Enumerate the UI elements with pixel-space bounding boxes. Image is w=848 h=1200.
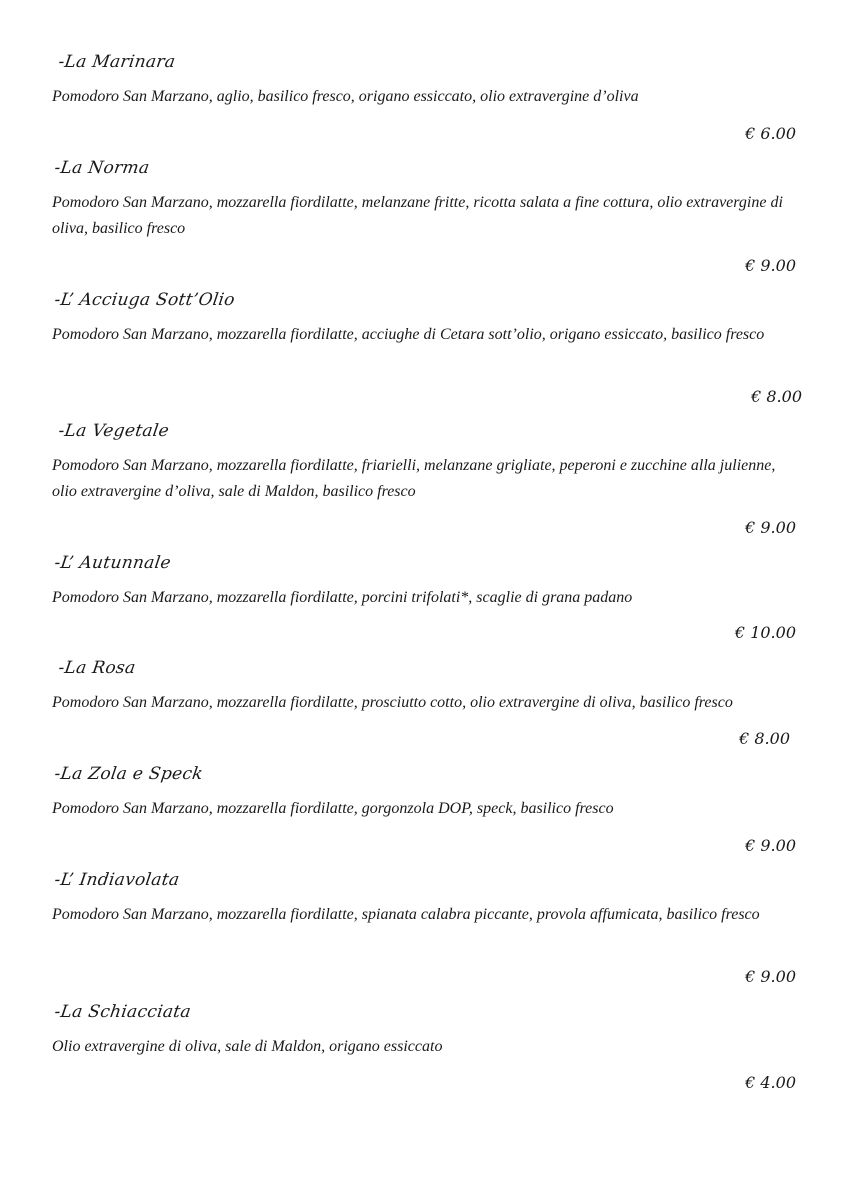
item-description: Pomodoro San Marzano, mozzarella fiordilatte, melanzane fritte, ricotta salata a fine cottura, olio extravergine di oliva, basilico fresco	[52, 194, 783, 237]
item-price: € 9.00	[745, 967, 796, 986]
item-description: Pomodoro San Marzano, mozzarella fiordilatte, spianata calabra piccante, provola affumicata, basilico fresco	[52, 906, 760, 923]
item-price: € 9.00	[745, 256, 796, 275]
item-name: -La Marinara	[57, 52, 177, 72]
item-name: -L’ Indiavolata	[53, 870, 181, 890]
item-price: € 8.00	[739, 729, 790, 748]
item-name: -L’ Autunnale	[53, 553, 173, 573]
item-price: € 6.00	[745, 124, 796, 143]
item-name: -L’ Acciuga Sott’Olio	[53, 290, 237, 310]
item-price: € 10.00	[734, 623, 796, 642]
item-description: Pomodoro San Marzano, mozzarella fiordilatte, gorgonzola DOP, speck, basilico fresco	[52, 800, 614, 817]
item-name: -La Vegetale	[57, 421, 171, 441]
item-description: Olio extravergine di oliva, sale di Maldon, origano essiccato	[52, 1038, 443, 1055]
item-name: -La Schiacciata	[53, 1002, 193, 1022]
item-description: Pomodoro San Marzano, mozzarella fiordilatte, porcini trifolati*, scaglie di grana padano	[52, 589, 633, 606]
item-description: Pomodoro San Marzano, aglio, basilico fresco, origano essiccato, olio extravergine d’oliva	[52, 88, 639, 105]
item-price: € 8.00	[751, 387, 802, 406]
item-price: € 9.00	[745, 518, 796, 537]
item-price: € 9.00	[745, 836, 796, 855]
item-description: Pomodoro San Marzano, mozzarella fiordilatte, prosciutto cotto, olio extravergine di oliva, basilico fresco	[52, 694, 733, 711]
item-name: -La Norma	[53, 158, 151, 178]
item-name: -La Rosa	[57, 658, 137, 678]
item-name: -La Zola e Speck	[53, 764, 205, 784]
item-description: Pomodoro San Marzano, mozzarella fiordilatte, acciughe di Cetara sott’olio, origano essiccato, basilico fresco	[52, 326, 765, 343]
item-price: € 4.00	[745, 1073, 796, 1092]
item-description: Pomodoro San Marzano, mozzarella fiordilatte, friarielli, melanzane grigliate, peperoni e zucchine alla julienne, olio extravergine d’oliva, sale di Maldon, basilico fresco	[52, 457, 776, 500]
